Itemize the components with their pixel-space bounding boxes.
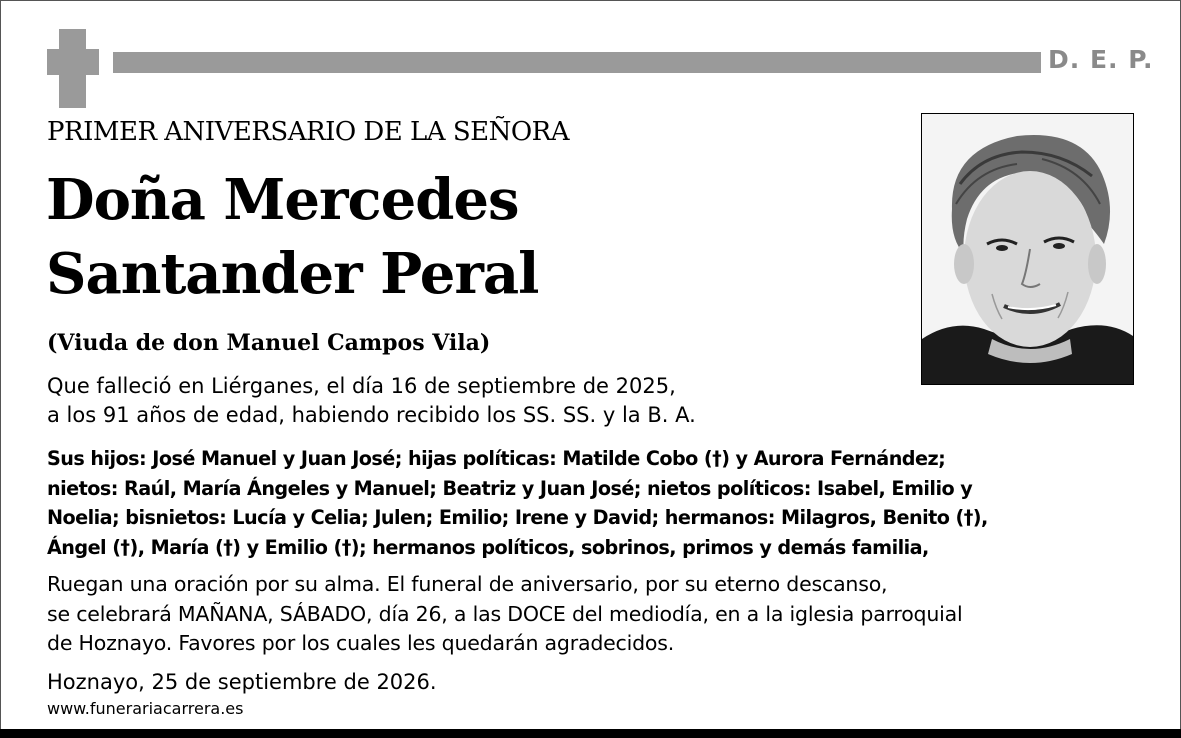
bottom-rule — [0, 729, 1181, 738]
family-line: Noelia; bisnietos: Lucía y Celia; Julen; Emilio; Irene y David; hermanos: Milagros, Benito (†), — [47, 506, 988, 529]
family-list — [47, 444, 1142, 562]
funeral-details — [47, 570, 963, 659]
death-line: a los 91 años de edad, habiendo recibido los SS. SS. y la B. A. — [47, 403, 696, 427]
dep-label: D. E. P. — [1048, 45, 1154, 74]
funeral-line: Ruegan una oración por su alma. El funeral de aniversario, por su eterno descanso, — [47, 572, 888, 596]
cross-icon-arm — [47, 49, 99, 75]
widow-of: (Viuda de don Manuel Campos Vila) — [47, 330, 491, 356]
deceased-name-line1: Doña Mercedes — [46, 167, 519, 233]
portrait-photo — [921, 113, 1134, 385]
portrait-illustration — [922, 114, 1133, 384]
deceased-name-line2: Santander Peral — [46, 241, 539, 307]
deceased-name — [46, 163, 538, 311]
notice-kicker: PRIMER ANIVERSARIO DE LA SEÑORA — [47, 117, 570, 147]
place-date: Hoznayo, 25 de septiembre de 2026. — [47, 670, 437, 694]
death-line: Que falleció en Liérganes, el día 16 de septiembre de 2025, — [47, 374, 676, 398]
website-link[interactable]: www.funerariacarrera.es — [47, 699, 244, 718]
family-line: nietos: Raúl, María Ángeles y Manuel; Beatriz y Juan José; nietos políticos: Isabel, Emilio y — [47, 476, 973, 500]
family-line: Sus hijos: José Manuel y Juan José; hijas políticas: Matilde Cobo (†) y Aurora Fernández; — [47, 447, 946, 470]
funeral-line: de Hoznayo. Favores por los cuales les quedarán agradecidos. — [47, 631, 675, 655]
family-line: Ángel (†), María (†) y Emilio (†); hermanos políticos, sobrinos, primos y demás familia, — [47, 535, 929, 559]
header-rule — [113, 52, 1041, 73]
death-details — [47, 372, 696, 430]
funeral-line: se celebrará MAÑANA, SÁBADO, día 26, a las DOCE del mediodía, en a la iglesia parroquial — [47, 601, 963, 626]
